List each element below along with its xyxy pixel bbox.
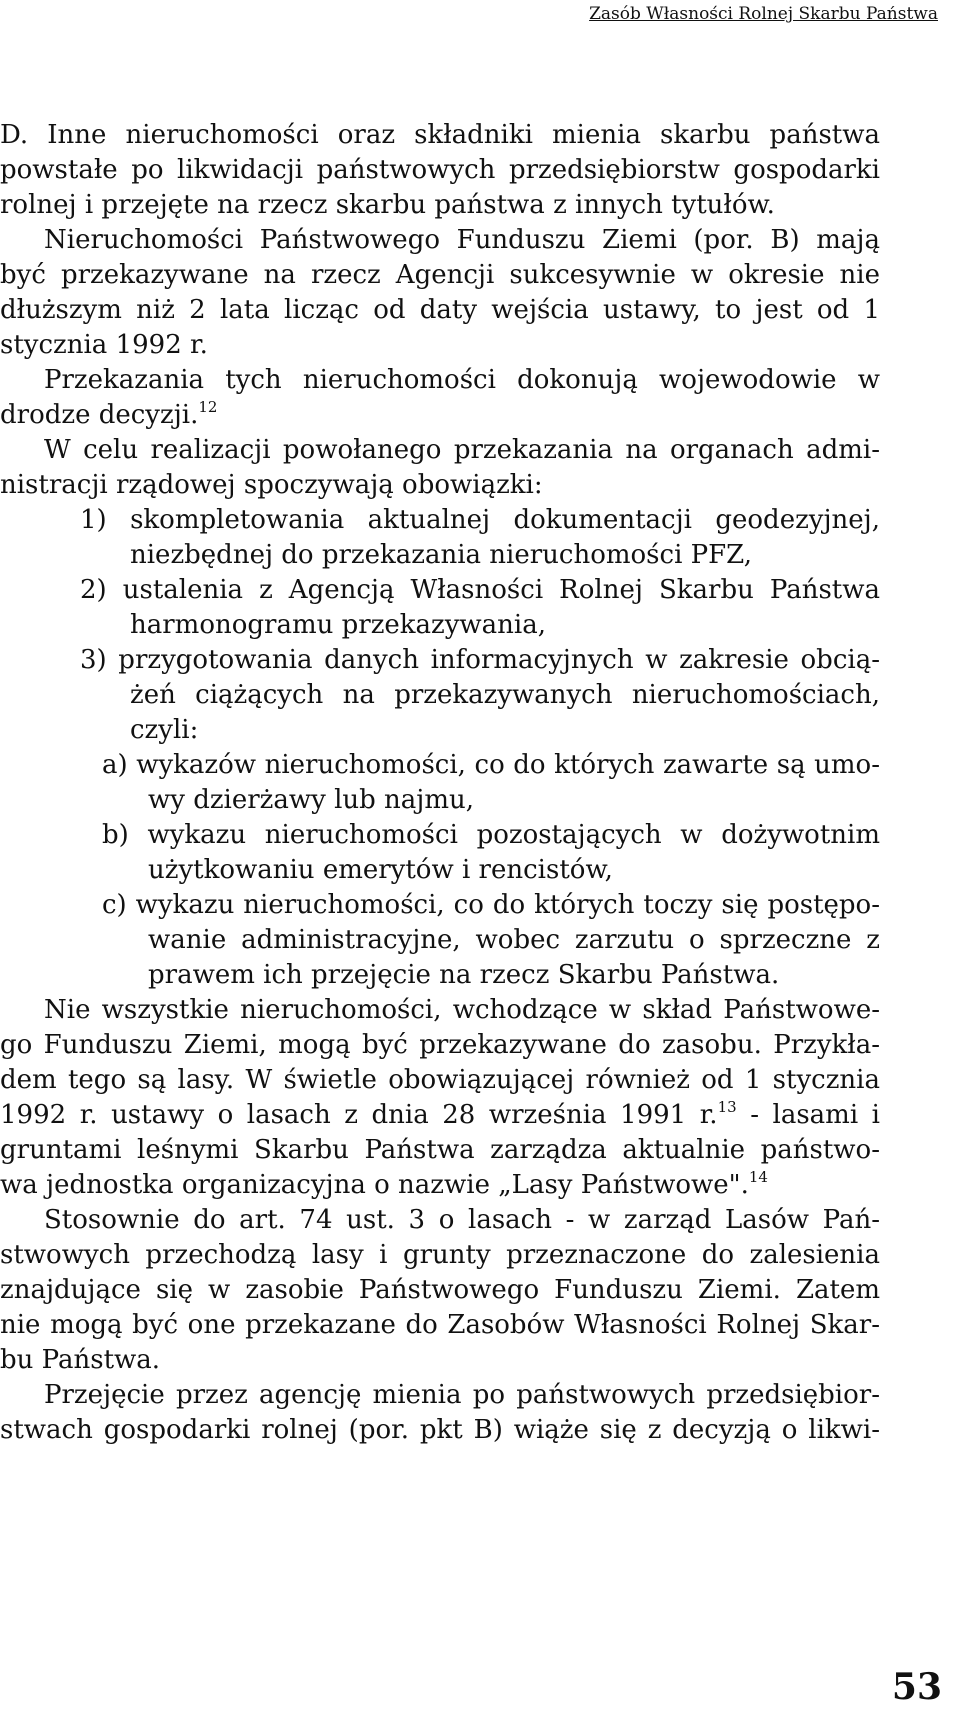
footnote-ref: 13 bbox=[717, 1098, 737, 1116]
text-line: Przekazania tych nieruchomości dokonują wojewodowie w bbox=[44, 365, 880, 395]
text-line: c) wykazu nieruchomości, co do których toczy się postępo- bbox=[102, 890, 880, 920]
running-header: Zasób Własności Rolnej Skarbu Państwa bbox=[589, 4, 938, 24]
text-line: niezbędnej do przekazania nieruchomości PFZ, bbox=[130, 540, 753, 570]
text-line: bu Państwa. bbox=[0, 1345, 161, 1375]
page-number: 53 bbox=[891, 1666, 942, 1708]
text-line: żeń ciążących na przekazywanych nieruchomościach, bbox=[130, 680, 880, 710]
text-line: dem tego są lasy. W świetle obowiązującej również od 1 stycznia bbox=[0, 1065, 880, 1095]
text-line: znajdujące się w zasobie Państwowego Funduszu Ziemi. Zatem bbox=[0, 1275, 880, 1305]
text-line: Stosownie do art. 74 ust. 3 o lasach - w zarząd Lasów Pań- bbox=[44, 1205, 880, 1235]
text-line: wanie administracyjne, wobec zarzutu o sprzeczne z bbox=[148, 925, 880, 955]
text-line: D. Inne nieruchomości oraz składniki mienia skarbu państwa bbox=[0, 120, 880, 150]
text-line: harmonogramu przekazywania, bbox=[130, 610, 546, 640]
text-line: a) wykazów nieruchomości, co do których zawarte są umo- bbox=[102, 750, 880, 780]
text-line: 1992 r. ustawy o lasach z dnia 28 września 1991 r.$^{13}$ - lasami i bbox=[0, 1098, 880, 1130]
text-line: Nie wszystkie nieruchomości, wchodzące w skład Państwowe- bbox=[44, 995, 880, 1025]
text-line: użytkowaniu emerytów i rencistów, bbox=[148, 855, 613, 885]
text-line: dłuższym niż 2 lata licząc od daty wejścia ustawy, to jest od 1 bbox=[0, 295, 880, 325]
text-line: 3) przygotowania danych informacyjnych w zakresie obcią- bbox=[80, 645, 880, 675]
text-line: rolnej i przejęte na rzecz skarbu państwa z innych tytułów. bbox=[0, 190, 775, 220]
text-line: b) wykazu nieruchomości pozostających w dożywotnim bbox=[102, 820, 880, 850]
text-line: nistracji rządowej spoczywają obowiązki: bbox=[0, 470, 543, 500]
text-line: stwach gospodarki rolnej (por. pkt B) wiąże się z decyzją o likwi- bbox=[0, 1415, 880, 1445]
text-line: 1) skompletowania aktualnej dokumentacji geodezyjnej, bbox=[80, 505, 880, 535]
text-line: Nieruchomości Państwowego Funduszu Ziemi (por. B) mają bbox=[44, 225, 880, 255]
text-line: stwowych przechodzą lasy i grunty przeznaczone do zalesienia bbox=[0, 1240, 880, 1270]
text-line: gruntami leśnymi Skarbu Państwa zarządza aktualnie państwo- bbox=[0, 1135, 880, 1165]
text-line: W celu realizacji powołanego przekazania na organach admi- bbox=[44, 435, 880, 465]
text-line: 2) ustalenia z Agencją Własności Rolnej Skarbu Państwa bbox=[80, 575, 880, 605]
footnote-ref: 14 bbox=[748, 1168, 768, 1186]
text-line: czyli: bbox=[130, 715, 199, 745]
text-line: być przekazywane na rzecz Agencji sukcesywnie w okresie nie bbox=[0, 260, 880, 290]
text-line: wy dzierżawy lub najmu, bbox=[148, 785, 475, 815]
document-body bbox=[0, 118, 880, 1448]
text-line: nie mogą być one przekazane do Zasobów Własności Rolnej Skar- bbox=[0, 1310, 880, 1340]
text-line: wa jednostka organizacyjna o nazwie „Lasy Państwowe".$^{14}$ bbox=[0, 1168, 768, 1200]
footnote-ref: 12 bbox=[198, 398, 218, 416]
text-line: Przejęcie przez agencję mienia po państwowych przedsiębior- bbox=[44, 1380, 880, 1410]
text-line: powstałe po likwidacji państwowych przedsiębiorstw gospodarki bbox=[0, 155, 880, 185]
text-line: drodze decyzji.$^{12}$ bbox=[0, 398, 218, 430]
text-line: go Funduszu Ziemi, mogą być przekazywane do zasobu. Przykła- bbox=[0, 1030, 880, 1060]
text-line: prawem ich przejęcie na rzecz Skarbu Państwa. bbox=[148, 960, 780, 990]
text-line: stycznia 1992 r. bbox=[0, 330, 208, 360]
